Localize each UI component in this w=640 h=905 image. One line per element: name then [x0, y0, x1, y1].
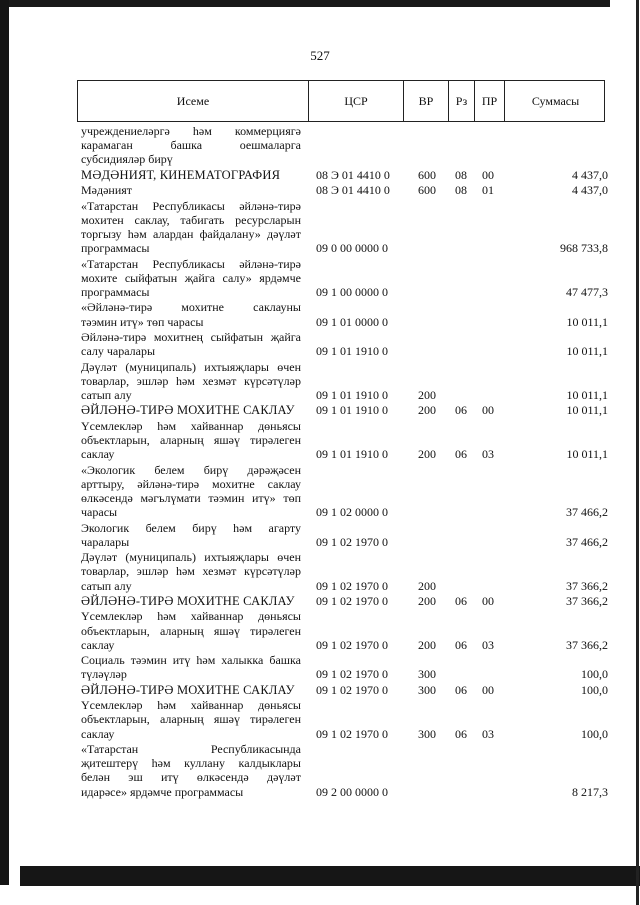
row-name-line: Әйләнә-тирә мохитнең сыйфатын җайга: [81, 330, 301, 344]
header-sum: Суммасы: [504, 81, 606, 121]
table-row: [0, 698, 640, 741]
row-name-line: ӘЙЛӘНӘ-ТИРӘ МОХИТНЕ САКЛАУ: [81, 682, 295, 697]
row-name: [81, 683, 311, 697]
row-sum: 37 366,2: [566, 578, 608, 593]
row-vr: 200: [418, 403, 436, 418]
scan-bottom-border: [20, 866, 640, 886]
row-sum: 100,0: [581, 726, 608, 741]
row-sum: 47 477,3: [566, 284, 608, 299]
table-row: [0, 330, 640, 358]
row-name-line: «Экологик белем бирү дәрәҗәсен: [81, 462, 301, 477]
row-sum: 37 366,2: [566, 637, 608, 652]
table-row: [0, 653, 640, 681]
table-header: [77, 80, 605, 122]
row-rz: 06: [455, 594, 467, 608]
row-name-line: МӘДӘНИЯТ, КИНЕМАТОГРАФИЯ: [81, 167, 281, 182]
row-csr: 09 1 01 0000 0: [316, 314, 388, 329]
header-name: Исеме: [176, 93, 210, 108]
table-row: [0, 594, 640, 608]
row-name-line: ӘЙЛӘНӘ-ТИРӘ МОХИТНЕ САКЛАУ: [81, 594, 295, 608]
row-name-line: «Татарстан Республикасы әйләнә-тирә: [81, 256, 301, 271]
row-sum: 968 733,8: [560, 241, 608, 256]
row-csr: 09 1 02 1970 0: [316, 682, 388, 697]
row-name: [81, 257, 301, 300]
row-name: [81, 403, 311, 417]
row-name-line: сатып алу: [81, 388, 132, 402]
table-row: [0, 300, 640, 328]
row-rz: 06: [455, 403, 467, 418]
row-vr: 600: [418, 183, 436, 198]
row-vr: 200: [418, 387, 436, 402]
table-row: [0, 683, 640, 697]
row-csr: 09 0 00 0000 0: [316, 241, 388, 256]
row-pr: 00: [482, 403, 494, 418]
table-row: [0, 199, 640, 256]
row-csr: 09 1 02 0000 0: [316, 505, 388, 520]
row-name-line: Үсемлекләр һәм хайваннар дөньясы: [81, 418, 301, 433]
row-name-line: ӘЙЛӘНӘ-ТИРӘ МОХИТНЕ САКЛАУ: [81, 403, 295, 418]
row-sum: 4 437,0: [572, 167, 608, 182]
row-csr: 09 1 02 1970 0: [316, 667, 388, 682]
row-csr: 09 1 01 1910 0: [316, 387, 388, 402]
row-name: [81, 653, 301, 681]
row-name-line: Дәүләт (муниципаль) ихтыяҗлары өчен: [81, 550, 301, 565]
header-rz: Рз: [448, 81, 474, 121]
row-name-line: өлкәсендә мәгълүмати тәэмин итү» төп: [81, 491, 301, 505]
row-csr: 08 Э 01 4410 0: [316, 167, 390, 182]
row-name-line: Үсемлекләр һәм хайваннар дөньясы: [81, 609, 301, 624]
row-name-line: Үсемлекләр һәм хайваннар дөньясы: [81, 698, 301, 713]
row-name-line: товарлар, эшләр һәм хезмәт күрсәтүләр: [81, 373, 301, 388]
row-name: [81, 609, 301, 652]
row-pr: 03: [482, 726, 494, 741]
row-name-line: саклау: [81, 637, 115, 652]
table-row: [0, 124, 640, 167]
row-vr: 200: [418, 594, 436, 608]
row-name-line: җитештерү һәм куллану калдыклары: [81, 756, 301, 771]
row-pr: 00: [482, 167, 494, 182]
row-name: [81, 168, 311, 182]
row-sum: 8 217,3: [572, 784, 608, 799]
row-vr: 600: [418, 167, 436, 182]
row-csr: 08 Э 01 4410 0: [316, 183, 390, 198]
row-sum: 10 011,1: [566, 344, 608, 359]
row-name-line: карамаган башка оешмаларга: [81, 138, 301, 153]
row-name-line: субсидияләр бирү: [81, 152, 173, 167]
row-sum: 37 466,2: [566, 505, 608, 520]
row-name: [81, 360, 301, 403]
row-name: [81, 594, 311, 608]
row-sum: 10 011,1: [566, 447, 608, 462]
row-pr: 00: [482, 682, 494, 697]
row-name-line: «Әйләнә-тирә мохитне саклауны: [81, 300, 301, 315]
row-name: [81, 463, 301, 520]
table-row: [0, 168, 640, 182]
row-csr: 09 1 02 1970 0: [316, 578, 388, 593]
row-vr: 300: [418, 726, 436, 741]
table-row: [0, 742, 640, 799]
row-name-line: товарлар, эшләр һәм хезмәт күрсәтүләр: [81, 564, 301, 579]
row-name: [81, 300, 301, 328]
row-name-line: белән эш итү өлкәсендә дәүләт: [81, 770, 301, 785]
table-row: [0, 403, 640, 417]
page-number: 527: [310, 48, 330, 63]
row-csr: 09 2 00 0000 0: [316, 784, 388, 799]
row-rz: 06: [455, 447, 467, 462]
row-vr: 200: [418, 637, 436, 652]
row-name: [81, 742, 301, 799]
header-pr: ПР: [474, 81, 504, 121]
row-pr: 01: [482, 183, 494, 198]
row-sum: 10 011,1: [566, 314, 608, 329]
row-name-line: программасы: [81, 241, 150, 256]
row-name-line: Дәүләт (муниципаль) ихтыяҗлары өчен: [81, 359, 301, 374]
row-name-line: «Татарстан Республикасы әйләнә-тирә: [81, 198, 301, 213]
row-sum: 100,0: [581, 667, 608, 682]
scan-top-border: [8, 0, 610, 7]
row-rz: 08: [455, 183, 467, 198]
row-name-line: саклау: [81, 726, 115, 741]
row-name-line: объектларын, аларның яшәү тирәлеген: [81, 623, 301, 638]
row-csr: 09 1 02 1970 0: [316, 594, 388, 608]
row-name-line: сатып алу: [81, 578, 132, 593]
row-name: [81, 550, 301, 593]
row-rz: 06: [455, 637, 467, 652]
row-sum: 10 011,1: [566, 403, 608, 418]
row-name-line: тәэмин итү» төп чарасы: [81, 314, 204, 329]
row-rz: 08: [455, 167, 467, 182]
row-name-line: объектларын, аларның яшәү тирәлеген: [81, 433, 301, 447]
row-pr: 03: [482, 447, 494, 462]
row-name-line: түләүләр: [81, 667, 127, 682]
row-vr: 300: [418, 682, 436, 697]
row-name-line: мохите сыйфатын җайга салу» ярдәмче: [81, 270, 301, 285]
row-rz: 06: [455, 682, 467, 697]
row-vr: 300: [418, 667, 436, 682]
row-name-line: чарасы: [81, 505, 118, 520]
table-row: [0, 609, 640, 652]
row-name: [81, 419, 301, 462]
row-csr: 09 1 01 1910 0: [316, 403, 388, 418]
row-name: [81, 330, 301, 358]
row-name: [81, 521, 301, 549]
row-name-line: арттыру, әйләнә-тирә мохитне саклау: [81, 476, 301, 491]
row-csr: 09 1 02 1970 0: [316, 726, 388, 741]
row-name-line: торгызу һәм алардан файдалану» дәүләт: [81, 227, 301, 241]
row-name-line: чаралары: [81, 534, 130, 549]
row-name-line: идарәсе» ярдәмче программасы: [81, 784, 244, 799]
row-name: [81, 124, 301, 167]
row-name-line: учреждениеләргә һәм коммерциягә: [81, 124, 301, 138]
header-vr: ВР: [403, 81, 448, 121]
row-csr: 09 1 01 1910 0: [316, 447, 388, 462]
row-csr: 09 1 02 1970 0: [316, 637, 388, 652]
header-csr: ЦСР: [308, 81, 403, 121]
row-sum: 4 437,0: [572, 183, 608, 198]
row-name-line: саклау: [81, 447, 115, 462]
table-row: [0, 550, 640, 593]
row-pr: 03: [482, 637, 494, 652]
row-name: [81, 199, 301, 256]
row-name-line: объектларын, аларның яшәү тирәлеген: [81, 712, 301, 727]
row-sum: 37 366,2: [566, 594, 608, 608]
row-vr: 200: [418, 447, 436, 462]
row-name-line: Социаль тәэмин итү һәм халыкка башка: [81, 653, 301, 668]
row-sum: 100,0: [581, 682, 608, 697]
row-sum: 37 466,2: [566, 534, 608, 549]
row-name: [81, 698, 301, 741]
row-rz: 06: [455, 726, 467, 741]
row-name-line: салу чаралары: [81, 344, 156, 359]
table-row: [0, 360, 640, 403]
row-name: [81, 183, 301, 197]
row-name-line: мохитен саклау, табигать ресурсларын: [81, 212, 301, 227]
row-pr: 00: [482, 594, 494, 608]
row-name-line: Экологик белем бирү һәм агарту: [81, 520, 301, 535]
row-csr: 09 1 02 1970 0: [316, 534, 388, 549]
table-row: [0, 257, 640, 300]
table-row: [0, 419, 640, 462]
row-name-line: «Татарстан Республикасында: [81, 742, 301, 756]
table-row: [0, 463, 640, 520]
table-row: [0, 183, 640, 197]
row-csr: 09 1 01 1910 0: [316, 344, 388, 359]
row-csr: 09 1 00 0000 0: [316, 284, 388, 299]
row-vr: 200: [418, 578, 436, 593]
row-name-line: Мәдәният: [81, 183, 133, 198]
row-sum: 10 011,1: [566, 387, 608, 402]
table-row: [0, 521, 640, 549]
row-name-line: программасы: [81, 285, 150, 299]
